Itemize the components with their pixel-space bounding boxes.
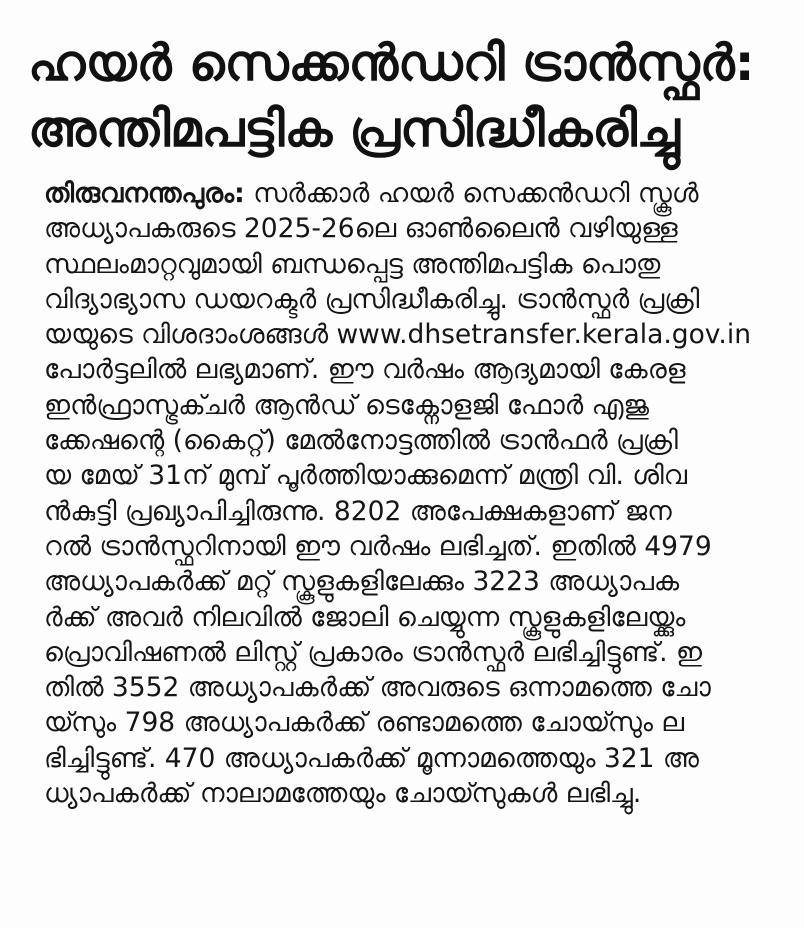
body-line: പോർട്ടലിൽ ലഭ്യമാണ്. ഈ വർഷം ആദ്യമായി കേരള [44, 354, 686, 386]
headline-line-2: അന്തിമപട്ടിക പ്രസിദ്ധീകരിച്ചു [28, 100, 680, 158]
body-line: റൽ ട്രാൻസ്ഫറിനായി ഈ വർഷം ലഭിച്ചത്. ഇതിൽ 4979 [44, 530, 712, 562]
body-line: അധ്യാപകർക്ക് മറ്റ് സ്കൂളുകളിലേക്കും 3223 അധ്യാപക [44, 566, 680, 598]
body-line: സ്ഥലംമാറ്റവുമായി ബന്ധപ്പെട്ട അന്തിമപട്ടിക പൊതു [44, 248, 661, 280]
body-line: യ മേയ് 31ന് മുമ്പ് പൂർത്തിയാക്കുമെന്ന് മന്ത്രി വി. ശിവ [44, 460, 688, 492]
body-line: ക്കേഷന്റെ (കൈറ്റ്) മേൽനോട്ടത്തിൽ ട്രാൻഫർ പ്രക്രി [44, 425, 678, 457]
body-line: യയുടെ വിശദാംശങ്ങൾ www.dhsetransfer.kerala.gov.in [44, 319, 751, 351]
body-line: പ്രൊവിഷണൽ ലിസ്റ്റ് പ്രകാരം ട്രാൻസ്ഫർ ലഭിച്ചിട്ടുണ്ട്. ഇ [44, 636, 702, 668]
dateline: തിരുവനന്തപുരം: [44, 178, 245, 209]
body-line: തിൽ 3552 അധ്യാപകർക്ക് അവരുടെ ഒന്നാമത്തെ ചോ [44, 672, 711, 704]
body-line: ധ്യാപകർക്ക് നാലാമത്തേയും ചോയ്സുകൾ ലഭിച്ചു. [44, 778, 642, 810]
first-line-text: സർക്കാർ ഹയർ സെക്കൻഡറി സ്കൂൾ [244, 178, 699, 209]
body-line-1 [44, 176, 784, 211]
body-line: വിദ്യാഭ്യാസ ഡയറക്ടർ പ്രസിദ്ധീകരിച്ചു. ട്രാൻസ്ഫർ പ്രക്രി [44, 283, 700, 315]
body-line: ഇൻഫ്രാസ്ട്രക്ചർ ആൻഡ് ടെക്നോളജി ഫോർ എജു [44, 389, 650, 421]
article-body [44, 176, 784, 811]
body-line: ർക്ക് അവർ നിലവിൽ ജോലി ചെയ്യുന്ന സ്കൂളുകളിലേയ്ക്കും [44, 601, 686, 633]
body-line: അധ്യാപകരുടെ 2025-26ലെ ഓൺലൈൻ വഴിയുള്ള [44, 213, 678, 245]
body-line: യ്സും 798 അധ്യാപകർക്ക് രണ്ടാമത്തെ ചോയ്സും ല [44, 707, 685, 739]
body-line: ൻകുട്ടി പ്രഖ്യാപിച്ചിരുന്നു. 8202 അപേക്ഷകളാണ് ജന [44, 495, 672, 527]
article-headline [28, 30, 788, 162]
body-line: ഭിച്ചിട്ടുണ്ട്. 470 അധ്യാപകർക്ക് മൂന്നാമത്തെയും 321 അ [44, 742, 699, 774]
headline-line-1: ഹയർ സെക്കൻഡറി ട്രാൻസ്ഫർ: [28, 34, 755, 92]
